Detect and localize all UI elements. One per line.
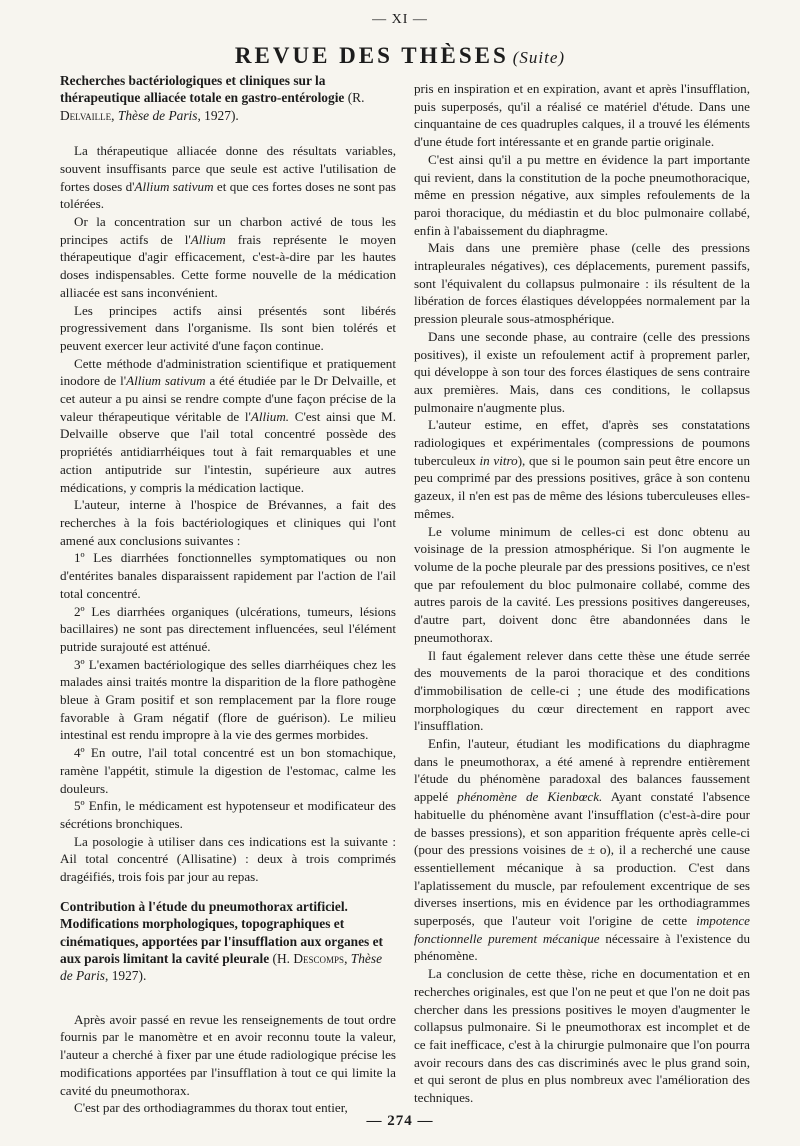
article2-paragraph: La conclusion de cette thèse, riche en documentation et en recherches originales, est que l'on ne peut et que l'on ne doit pas chercher dans les pressions positives le moyen d'augmenter le collapsus pulmonaire. Si le pneumothorax est incomplet et de ce fait inefficace, c'est à la chirurgie pulmonaire que l'on pourra avoir recours dans des cas discriminés avec le plus grand soin, et qui seront de plus en plus nombreux avec l'amélioration des techniques. <box>414 966 750 1106</box>
article1-paragraph: La posologie à utiliser dans ces indications est la suivante : Ail total concentré (Allisatine) : deux à trois comprimés dragéifiés, trois fois par jour au repas. <box>60 833 396 885</box>
article1-thesis: Thèse de Paris <box>117 107 198 123</box>
article1-paragraph: 1º Les diarrhées fonctionnelles symptomatiques ou non d'entérites banales disparaissent rapidement par l'action de l'ail total concentré. <box>60 550 396 601</box>
article1-title-text: Recherches bactériologiques et cliniques sur la thérapeutique alliacée totale en gastro-entérologie <box>60 73 345 106</box>
left-column <box>60 72 396 1117</box>
article1-paragraph: Les principes actifs ainsi présentés sont libérés progressivement dans l'organisme. Ils sont bien tolérés et peuvent exercer leur activité d'une façon continue. <box>60 302 396 353</box>
article2-ref-close: , 1927). <box>105 968 147 984</box>
article1-ref-open: (R. <box>344 90 365 106</box>
text-run-italic: impotence fonctionnelle purement mécanique <box>414 913 750 946</box>
text-run: nécessaire à l'existence du phénomène. <box>414 930 750 964</box>
article2-paragraph: Mais dans une première phase (celle des pressions intrapleurales négatives), ces déplacements, purement passifs, sont l'équivalent du collapsus pulmonaire : ils résultent de la libération de forces élastiques développées normalement par la pression pleurale sous-atmosphérique. <box>414 240 750 327</box>
text-run: Or la concentration sur un charbon activé de tous les principes actifs de l' <box>60 214 396 247</box>
article2-paragraph: C'est par des orthodiagrammes du thorax tout entier, <box>74 1100 348 1116</box>
bottom-page-number: — 274 — <box>366 1113 434 1129</box>
article2-paragraph: Il faut également relever dans cette thèse une étude serrée des mouvements de la paroi thoracique et des conditions d'immobilisation de celle-ci ; une étude des modifications morphologiques du cœur directement en rapport avec l'insufflation. <box>414 647 750 734</box>
article2-author: Descomps <box>293 950 345 966</box>
article2-paragraph: Dans une seconde phase, au contraire (celle des pressions positives), il existe un refoulement actif à proprement parler, qui développe à son tour des forces élastiques de sens contraire aux premières. Mais, dans ces conditions, le collapsus pulmonaire n'augmente plus. <box>414 328 750 415</box>
text-run: Ayant constaté l'absence habituelle du phénomène avant l'insufflation (c'est-à-dire pour de basses pressions), et son apparition fréquente après celle-ci (pour des pressions voisines de ± o), il a recherché une cause essentiellement mécanique à sa production. C'est dans l'aplatissement du muscle, par refoulement excentrique de ses diverses insertions, mis en évidence par les orthodiagrammes superposés, que l'auteur voit l'origine de cette <box>414 789 750 929</box>
article2-paragraph <box>414 416 750 522</box>
article1-paragraph <box>60 355 396 497</box>
article1-paragraph: 5º Enfin, le médicament est hypotenseur et modificateur des sécrétions bronchiques. <box>60 798 396 831</box>
text-run-italic: in vitro <box>479 452 518 468</box>
article1-paragraph <box>60 213 396 302</box>
article2-title <box>60 898 396 985</box>
article1-paragraph: 4º En outre, l'ail total concentré est un bon stomachique, ramène l'appétit, stimule la digestion de l'estomac, calme les douleurs. <box>60 745 396 796</box>
article2-thesis: Thèse de Paris <box>60 950 383 984</box>
article2-ref-sep: , <box>344 950 351 966</box>
article1-author: Delvaille <box>60 107 112 123</box>
text-run: L'auteur estime, en effet, d'après ses constatations radiologiques et expérimentales (compressions de poumons tuberculeux <box>414 417 750 468</box>
header-title: REVUE DES THÈSES <box>234 43 509 68</box>
text-run-italic: Allium sativum <box>134 178 214 194</box>
article2-paragraph: Après avoir passé en revue les renseignements de tout ordre fournis par le manomètre et en avoir reconnu toute la valeur, l'auteur a cherché à fixer par une étude radiologique précise les modifications apportées par l'insufflation à tout ce qui limite la cavité du pneumothorax. <box>60 1011 396 1098</box>
article2-paragraph: pris en inspiration et en expiration, avant et après l'insufflation, puis superposés, qu'il a réalisé ce matériel d'étude. Dans une cinquantaine de ces quadruples calques, il a trouvé les éléments d'une étude fort intéressante et en grande partie originale. <box>414 81 750 150</box>
article1-title <box>60 72 396 124</box>
text-run: et que ces fortes doses ne sont pas tolérées. <box>60 178 397 212</box>
article1-paragraph <box>60 142 396 213</box>
text-run-italic: Allium. <box>250 408 290 424</box>
article2-paragraph: Le volume minimum de celles-ci est donc obtenu au voisinage de la pression atmosphérique. Si l'on augmente le volume de la poche pleurale par des pressions positives, ce n'est que par refoulement du bloc pulmonaire collabé, comme des autres parois de la cavité. Les pressions positives dangereuses, d'autre part, doivent donc être abandonnées dans le pneumothorax. <box>414 523 750 645</box>
article2-title-text: Contribution à l'étude du pneumothorax artificiel. Modifications morphologiques, topographiques et cinématiques, apportées par l'insufflation aux organes et aux parois limitant la cavité pleurale <box>60 898 383 966</box>
text-run: La thérapeutique alliacée donne des résultats variables, souvent insuffisants parce que seule est active l'utilisation de fortes doses d' <box>60 143 396 194</box>
article2-paragraph: C'est ainsi qu'il a pu mettre en évidence la part importante qui revient, dans la constitution de la poche pneumothoracique, même en pression négative, aux simples refoulements de la paroi thoracique, du médiastin et du bloc pulmonaire collabé, enfin à l'abaissement du diaphragme. <box>414 151 750 238</box>
text-run-italic: Allium sativum <box>126 373 206 389</box>
text-run: C'est ainsi que M. Delvaille observe que l'ail total concentré possède des propriétés antidiarrhéiques tout à fait remarquables et une action antiputride sur l'intestin, supérieure aux autres médications, y compris la médication lactique. <box>60 408 396 495</box>
text-run-italic: Allium <box>190 231 226 247</box>
text-run: frais représente le moyen thérapeutique d'agir efficacement, c'est-à-dire par les hautes doses indispensables. Cette forme nouvelle de la médication alliacée est sans inconvénient. <box>60 231 396 300</box>
article2-paragraph <box>414 735 750 965</box>
text-run: Cette méthode d'administration scientifique et pratiquement inodore de l' <box>60 355 396 389</box>
right-column <box>414 80 750 1107</box>
article2-ref-open: (H. <box>269 950 294 966</box>
article1-paragraph: L'auteur, interne à l'hospice de Brévannes, a fait des recherches à la fois bactériologiques et cliniques qui l'ont amené aux conclusions suivantes : <box>60 497 396 548</box>
article1-paragraph: 2º Les diarrhées organiques (ulcérations, tumeurs, lésions bacillaires) ne sont pas directement influencées, seul l'élément putride surajouté est atténué. <box>60 603 396 654</box>
text-run: a été étudiée par le Dr Delvaille, et cet auteur a pu ainsi se rendre compte d'une façon précise de la valeur thérapeutique véritable de l' <box>60 373 397 424</box>
top-page-number: — XI — <box>372 12 428 27</box>
header-suite: (Suite) <box>512 48 566 67</box>
article1-ref-sep: , <box>111 107 118 123</box>
article1-ref-close: , 1927). <box>197 107 239 123</box>
text-run-italic: phénomène de Kienbœck. <box>457 789 603 805</box>
text-run: ), que si le poumon sain peut être encore un peu comprimé par des pressions positives, grâce à son contenu gazeux, il n'en est pas de même des lésions tuberculeuses elles-mêmes. <box>414 452 751 521</box>
journal-header <box>0 44 800 67</box>
text-run: Enfin, l'auteur, étudiant les modifications du diaphragme dans le pneumothorax, a été amené à reprendre entièrement l'étude du phénomène paradoxal des balances faussement appelé <box>414 736 750 805</box>
article1-paragraph: 3º L'examen bactériologique des selles diarrhéiques chez les malades ainsi traités montre la disparition de la flore pathogène bleue à Gram positif et son remplacement par la flore rouge favorable à Gram négatif (flore de guérison). Le milieu intestinal est rendu impropre à la vie des germes morbides. <box>60 656 396 743</box>
